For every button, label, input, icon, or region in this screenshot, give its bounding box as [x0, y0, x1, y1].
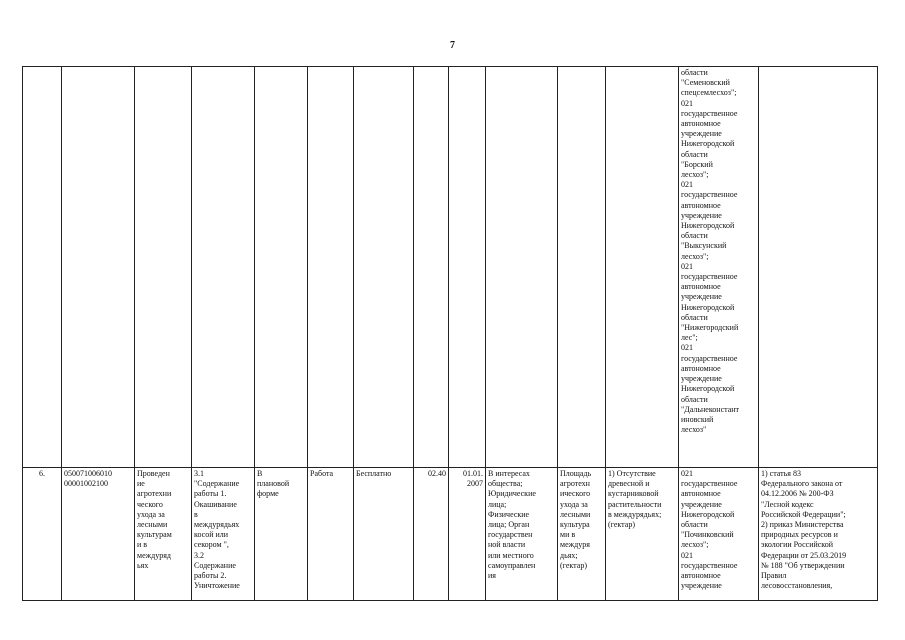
cell-empty	[449, 67, 486, 468]
table-row-continued	[23, 67, 878, 468]
cell-volume-indicator: Площадь агротехн ического ухода за лесными культура ми в междуря дьях; (гектар)	[558, 468, 606, 601]
page-number: 7	[450, 40, 455, 51]
cell-empty	[558, 67, 606, 468]
cell-empty	[759, 67, 878, 468]
registry-table	[22, 66, 878, 601]
cell-quality-indicator: 1) Отсутствие древесной и кустарниковой растительности в междурядьях; (гектар)	[606, 468, 679, 601]
cell-empty	[255, 67, 308, 468]
cell-empty	[62, 67, 135, 468]
cell-empty	[414, 67, 449, 468]
cell-empty	[308, 67, 354, 468]
cell-empty	[606, 67, 679, 468]
cell-service-content: 3.1 "Содержание работы 1. Окашивание в междурядьях косой или секором ", 3.2 Содержание работы 2. Уничтожение	[192, 468, 255, 601]
cell-empty	[354, 67, 414, 468]
table-row	[23, 468, 878, 601]
cell-institutions-continued: области "Семеновский спецсемлесхоз"; 021 государственное автономное учреждение Нижегородской области "Борский лесхоз"; 021 государственное автономное учреждение Нижегородской области "Выксунский лесхоз"; 021 государственное автономное учреждение Нижегородской области "Нижегородский лес"; 021 государственное автономное учреждение Нижегородской области "Дальнеконстант иновский лесхоз"	[679, 67, 759, 468]
cell-empty	[192, 67, 255, 468]
cell-form: В плановой форме	[255, 468, 308, 601]
cell-legal-basis: 1) статья 83 Федерального закона от 04.12.2006 № 200-ФЗ "Лесной кодекс Российской Федерации"; 2) приказ Министерства природных ресурсов и экологии Российской Федерации от 25.03.2019 № 188 "Об утверждении Правил лесовосстановления,	[759, 468, 878, 601]
cell-empty	[135, 67, 192, 468]
cell-service-name: Проведен ие агротехни ческого ухода за лесными культурам и в междуряд ьях	[135, 468, 192, 601]
cell-consumers: В интересах общества; Юридические лица; Физические лица; Орган государствен ной власти или местного самоуправлен ия	[486, 468, 558, 601]
cell-institutions: 021 государственное автономное учреждение Нижегородской области "Починковский лесхоз"; 021 государственное автономное учреждение	[679, 468, 759, 601]
cell-okved: 02.40	[414, 468, 449, 601]
cell-empty	[23, 67, 62, 468]
cell-payment: Бесплатно	[354, 468, 414, 601]
cell-registry-code: 050071006010 00001002100	[62, 468, 135, 601]
cell-type: Работа	[308, 468, 354, 601]
cell-date: 01.01. 2007	[449, 468, 486, 601]
cell-row-number: 6.	[23, 468, 62, 601]
cell-empty	[486, 67, 558, 468]
